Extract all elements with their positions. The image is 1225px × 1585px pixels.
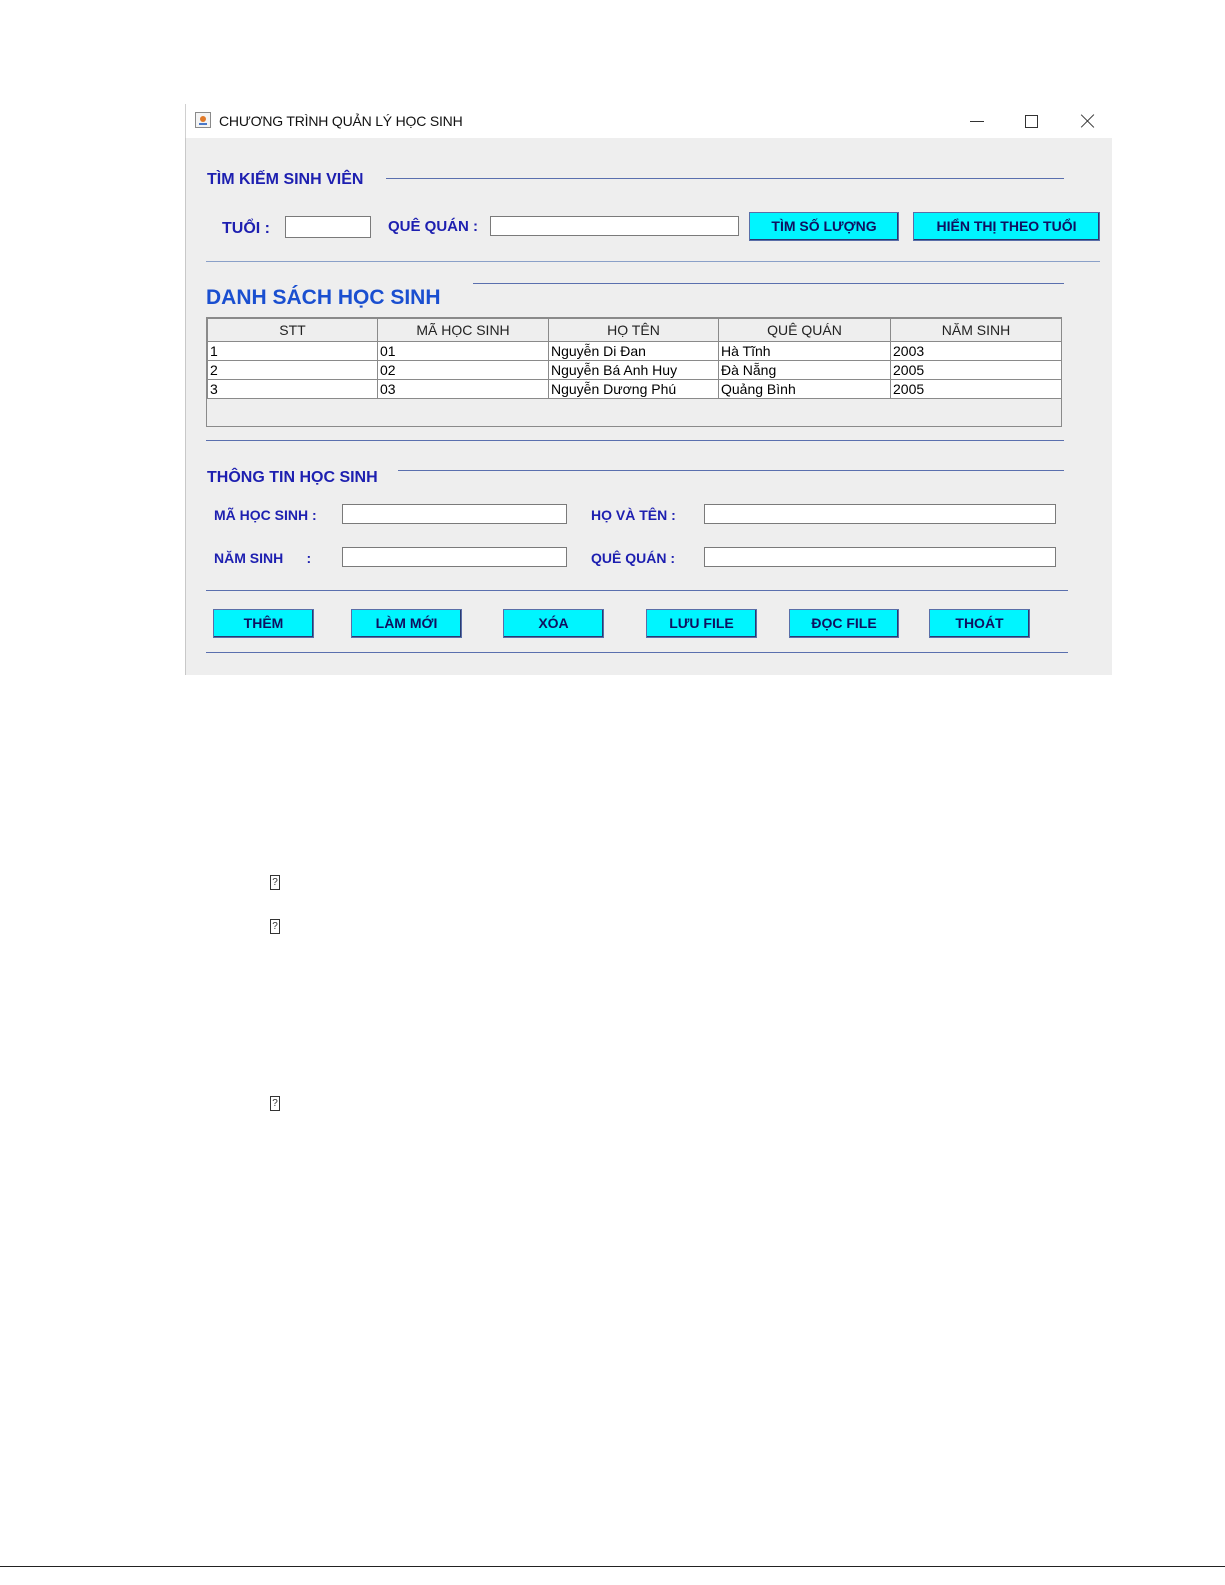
table-cell[interactable]: 2003: [891, 342, 1062, 361]
add-button[interactable]: THÊM: [213, 609, 314, 638]
column-header-student-id[interactable]: MÃ HỌC SINH: [378, 319, 549, 342]
divider: [206, 590, 1068, 591]
table-row[interactable]: [208, 380, 1062, 399]
info-hometown-label: QUÊ QUÁN :: [591, 550, 675, 566]
table-row[interactable]: [208, 342, 1062, 361]
table-cell[interactable]: 2: [208, 361, 378, 380]
page-bottom-rule: [0, 1566, 1225, 1567]
missing-glyph-icon: ?: [270, 1096, 280, 1111]
missing-glyph-icon: ?: [270, 875, 280, 890]
search-hometown-input[interactable]: [490, 216, 739, 236]
java-app-icon: [195, 112, 211, 128]
student-id-input[interactable]: [342, 504, 567, 524]
save-file-button[interactable]: LƯU FILE: [646, 609, 757, 638]
table-cell[interactable]: 1: [208, 342, 378, 361]
window-title: CHƯƠNG TRÌNH QUẢN LÝ HỌC SINH: [219, 113, 463, 129]
read-file-button[interactable]: ĐỌC FILE: [789, 609, 899, 638]
delete-button[interactable]: XÓA: [503, 609, 604, 638]
table-cell[interactable]: 2005: [891, 380, 1062, 399]
exit-button[interactable]: THOÁT: [929, 609, 1030, 638]
app-window: [185, 104, 1111, 675]
student-table-scrollpane[interactable]: [206, 317, 1062, 427]
divider: [206, 652, 1068, 653]
table-cell[interactable]: Đà Nẵng: [719, 361, 891, 380]
table-row[interactable]: [208, 361, 1062, 380]
birth-year-input[interactable]: [342, 547, 567, 567]
maximize-icon: [1025, 115, 1038, 128]
main-panel: [185, 138, 1112, 675]
column-header-birth-year[interactable]: NĂM SINH: [891, 319, 1062, 342]
info-hometown-input[interactable]: [704, 547, 1056, 567]
table-cell[interactable]: 01: [378, 342, 549, 361]
column-header-hometown[interactable]: QUÊ QUÁN: [719, 319, 891, 342]
divider: [206, 261, 1100, 262]
count-search-button[interactable]: TÌM SỐ LƯỢNG: [749, 212, 899, 241]
list-section-divider: [473, 283, 1064, 284]
column-header-stt[interactable]: STT: [208, 319, 378, 342]
show-by-age-button[interactable]: HIỂN THỊ THEO TUỔI: [913, 212, 1100, 241]
table-cell[interactable]: Hà Tĩnh: [719, 342, 891, 361]
table-cell[interactable]: Quảng Bình: [719, 380, 891, 399]
student-list-title: DANH SÁCH HỌC SINH: [206, 286, 441, 309]
birth-year-label: NĂM SINH :: [214, 550, 312, 566]
info-section-divider: [398, 470, 1064, 471]
student-table: [207, 318, 1062, 399]
column-header-full-name[interactable]: HỌ TÊN: [549, 319, 719, 342]
search-section-divider: [386, 178, 1064, 179]
table-cell[interactable]: 02: [378, 361, 549, 380]
search-section-title: TÌM KIẾM SINH VIÊN: [207, 171, 364, 188]
table-cell[interactable]: 3: [208, 380, 378, 399]
missing-glyph-icon: ?: [270, 919, 280, 934]
table-cell[interactable]: 03: [378, 380, 549, 399]
maximize-button[interactable]: [1008, 104, 1054, 138]
title-bar[interactable]: [185, 104, 1112, 138]
close-icon: [1080, 113, 1096, 129]
table-cell[interactable]: Nguyễn Bá Anh Huy: [549, 361, 719, 380]
refresh-button[interactable]: LÀM MỚI: [351, 609, 462, 638]
full-name-label: HỌ VÀ TÊN :: [591, 507, 676, 523]
close-button[interactable]: [1064, 104, 1110, 138]
age-label: TUỔI :: [222, 220, 270, 237]
table-cell[interactable]: 2005: [891, 361, 1062, 380]
age-input[interactable]: [285, 216, 371, 238]
full-name-input[interactable]: [704, 504, 1056, 524]
table-cell[interactable]: Nguyễn Dương Phú: [549, 380, 719, 399]
table-cell[interactable]: Nguyễn Di Đan: [549, 342, 719, 361]
student-info-title: THÔNG TIN HỌC SINH: [207, 469, 378, 486]
student-id-label: MÃ HỌC SINH :: [214, 507, 317, 523]
divider: [206, 440, 1064, 441]
search-hometown-label: QUÊ QUÁN :: [388, 218, 478, 235]
minimize-icon: [970, 121, 984, 122]
table-header-row: [208, 319, 1062, 342]
minimize-button[interactable]: [954, 104, 1000, 138]
